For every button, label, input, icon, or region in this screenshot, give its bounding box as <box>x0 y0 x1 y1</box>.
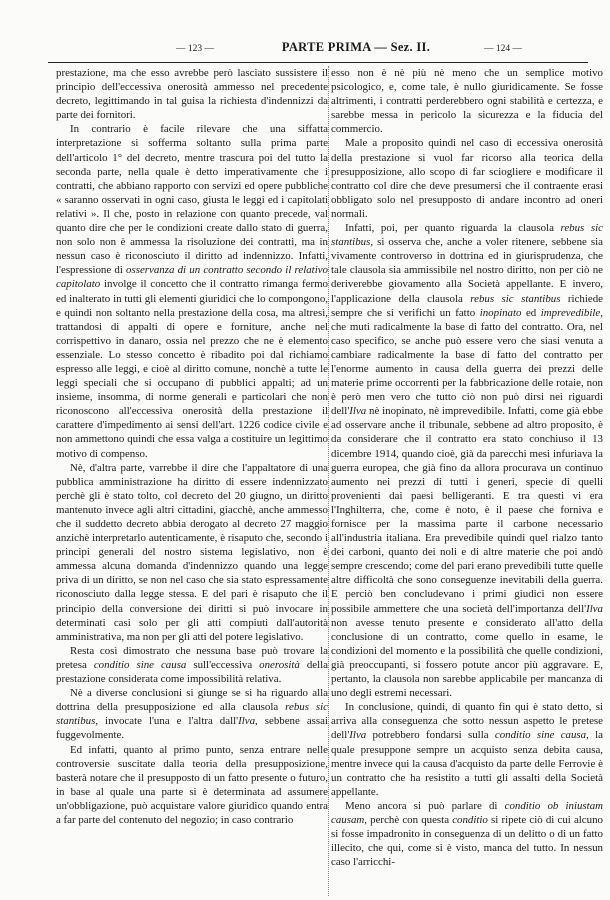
section-title: PARTE PRIMA — Sez. II. <box>281 40 431 54</box>
paragraph: In conclusione, quindi, di quanto fin qui è stato detto, si arriva alla conseguenza che sotto nessun aspetto le pretese dell'Ilva potrebbero fondarsi sulla conditio sine causa, la quale presuppone sempre un acquisto senza debita causa, mentre invece qui la causa d'acquisto da parte delle Ferrovie è un contratto che ha resistito a tutti gli assalti della Società appellante. <box>331 701 603 798</box>
paragraph: Nè a diverse conclusioni si giunge se si ha riguardo alla dottrina della presupposizione ed alla clausola rebus sic stantibus, invocate l'una e l'altra dall'Ilva, sebbene assai fuggevolmente. <box>56 687 328 742</box>
column-divider <box>328 66 329 896</box>
paragraph: esso non è nè più nè meno che un semplice motivo psicologico, e, come tale, è nullo giuridicamente. Se fosse altrimenti, i contratti perderebbero ogni stabilità e certezza, e sarebbe messa in pericolo la sicurezza e la fiducia del commercio. <box>331 67 603 136</box>
paragraph: Ed infatti, quanto al primo punto, senza entrare nelle controversie suscitate dalla teoria della presupposizione, basterà notare che il presupposto di un fatto presente o futuro, in base al quale una parte si è determinata ad assumere un'obbligazione, può acquistare valore giuridico quando entra a far parte del contenuto del negozio; in caso contrario <box>56 743 328 826</box>
paragraph: Resta così dimostrato che nessuna base può trovare la pretesa conditio sine causa sull'eccessiva onerosità della prestazione considerata come impossibilità relativa. <box>56 644 329 686</box>
page-number-right: — 124 — <box>484 44 522 54</box>
left-column <box>56 66 328 827</box>
paragraph: Nè, d'altra parte, varrebbe il dire che l'appaltatore di una pubblica amministrazione ha diritto di essere indennizzato perchè gli è stato tolto, col decreto del 20 giugno, un diritto mantenuto invece agli altri cittadini, giacchè, anche ammesso che il suddetto decreto abbia derogato al decreto 27 maggio anzichè interpretarlo autenticamente, è risaputo che, secondo i principi generali del nostro sistema legislativo, non è ammessa alcuna domanda d'indennizzo quando una legge priva di un diritto, se non nel caso che sia stato espressamente riconosciuto dalla legge stessa. E del pari è risaputo che il principio della conversione dei diritti si può invocare in determinati casi solo per gli atti compiuti dall'autorità amministrativa, ma non per gli atti del potere legislativo. <box>56 461 328 643</box>
right-column <box>331 66 603 869</box>
header-rule <box>48 62 588 63</box>
running-header <box>48 40 588 60</box>
paragraph: In contrario è facile rilevare che una siffatta interpretazione si sofferma soltanto sulla prima parte dell'articolo 1° del decreto, mentre trascura poi del tutto la seconda parte, nella quale è detto imperativamente che i contratti, che abbiano rapporto con servizi ed opere pubbliche « saranno osservati in ogni caso, giusta le leggi ed i capitolati relativi ». Il che, posto in relazione con quanto precede, val quanto dire che per le condizioni create dallo stato di guerra, non solo non è ammessa la risoluzione dei contratti, ma in nessun caso è riconosciuto il diritto ad indennizzo. Infatti, l'espressione di osservanza di un contratto secondo il relativo capitolato involge il concetto che il contratto rimanga fermo ed inalterato in tutti gli elementi giuridici che lo compongono, e quindi non soltanto nella prestazione della cosa, ma altresì, trattandosi di appalti di opere e forniture, anche nel corrispettivo in danaro, ossia nel prezzo che ne è elemento essenziale. Lo stesso concetto è ribadito poi dal richiamo espresso alle leggi, e cioè al diritto comune, nonchè a tutte le leggi speciali che si occupano di pubblici appalti; ad un insieme, insomma, di norme generali e particolari che non riconoscono all'eccessiva onerosità della prestazione il carattere d'impedimento ai sensi dell'art. 1226 codice civile e non ammettono quindi che essa valga a costituire un legittimo motivo di compenso. <box>56 123 328 460</box>
page-number-left: — 123 — <box>176 44 214 54</box>
paragraph: prestazione, ma che esso avrebbe però lasciato sussistere il principio dell'eccessiva onerosità ammesso nel precedente decreto, legittimando in tal guisa la richiesta d'indennizzi da parte dei fornitori. <box>56 67 328 122</box>
paragraph: Infatti, poi, per quanto riguarda la clausola rebus sic stantibus, si osserva che, anche a voler ritenere, sebbene sia vivamente controverso in dottrina ed in giurisprudenza, che tale clausola sia ammissibile nel nostro diritto, non per ciò ne deriverebbe giovamento alla Società appellante. E invero, l'applicazione della clausola rebus sic stantibus richiede sempre che si verifichi un fatto inopinato ed imprevedibile, che muti radicalmente la base di fatto del contratto. Ora, nel caso specifico, se anche può essere vero che siasi venuta a cambiare radicalmente la base di fatto del contratto per l'enorme aumento in causa della guerra dei prezzi delle materie prime occorrenti per la fabbricazione delle rotaie, non è però men vero che tutto ciò non può dirsi nei riguardi dell'Ilva nè inopinato, nè imprevedibile. Infatti, come già ebbe ad osservare anche il tribunale, sebbene ad altro proposito, è da considerare che il contratto era stato conchiuso il 13 dicembre 1914, quando cioè, già da parecchi mesi infuriava la guerra europea, che già fino da allora procurava un continuo aumento nei prezzi di tutti i generi, specie di quelli provenienti dai paesi belligeranti. E tra questi vi era l'Inghilterra, che, come è noto, è il paese che forniva e fornisce per la massima parte il carbone necessario all'industria italiana. Era prevedibile quindi quel rialzo tanto dei carboni, quanto dei noli e di altre materie che poi andò sempre crescendo; come del pari erano prevedibili tutte quelle altre difficoltà che sono conseguenze inevitabili della guerra. E perciò ben concludevano i primi giudici non essere possibile ammettere che una società dell'importanza dell'Ilva non avesse tenuto presente e considerato all'atto della conclusione di un contratto, come quello in esame, le condizioni del momento e la possibilità che quelle condizioni, già preoccupanti, si fossero potute ancor più aggravare. E, pertanto, la clausola non sarebbe applicabile per mancanza di uno degli estremi necessari. <box>331 222 603 700</box>
paragraph: Male a proposito quindi nel caso di eccessiva onerosità della prestazione si vuol far ricorso alla teorica della presupposizione, allo scopo di far sciogliere e modificare il contratto col dire che deve presumersi che il contraente erasi obbligato solo nel presupposto di andare incontro ad oneri normali. <box>331 137 603 220</box>
paragraph: Meno ancora si può parlare di conditio ob iniustam causam, perchè con questa conditio si ripete ciò di cui alcuno si fosse impadronito in conseguenza di un delitto o di un fatto illecito, che qui, come si è visto, manca del tutto. In nessun caso l'arricchi- <box>331 799 604 869</box>
